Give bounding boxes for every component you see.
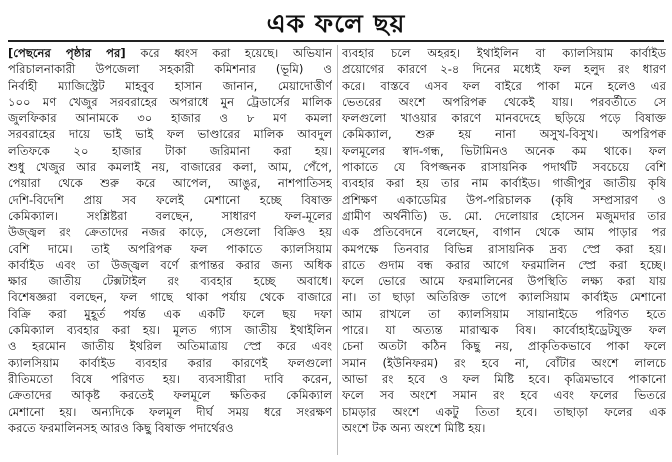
text-line-content: রীতিমতো বিষে পরিণত হয়। ব্যবসায়ীরা দাবি করেন,	[8, 371, 332, 386]
text-line-content: উজ্জ্বল রং ক্রেতাদের নজর কাড়ে, সেগুলো বিক্রিও হয়	[8, 225, 332, 240]
text-line	[342, 224, 666, 240]
text-line-content: পাকাতে যে বিপজ্জনক রাসায়নিক পদার্থটি সবচেয়ে বেশি	[342, 160, 666, 175]
text-line	[342, 338, 666, 354]
article-headline: এক ফলে ছয়	[266, 9, 406, 38]
text-line-content: চেনা অতটা কঠিন কিছু নয়, প্রাকৃতিকভাবে পাকা ফলে	[342, 339, 666, 354]
text-line-content: ক্যালসিয়াম কার্বাইড ব্যবহার করার কারণেই ফলগুলো	[8, 355, 332, 370]
text-line-content: ক্ষার জাতীয় টেক্সটাইল রং ব্যবহার হচ্ছে অবাধে।	[8, 274, 332, 289]
text-line	[8, 306, 332, 322]
text-line	[342, 257, 666, 273]
text-line	[342, 420, 666, 436]
text-line-content: এক প্রতিবেদনে বলেছেন, বাগান থেকে আম পাড়ার পর	[342, 225, 666, 240]
text-line	[8, 257, 332, 273]
text-line-content: লতিফকে ২০ হাজার টাকা জরিমানা করা হয়।	[8, 143, 332, 158]
text-line-content: আম রাখলে তা ক্যালসিয়াম সায়ানাইডে পরিণত হতে	[342, 306, 666, 321]
text-line-content: বিক্রি করা মুহূর্ত পর্যন্ত এক একটি ফলে ছয় দফা	[8, 306, 332, 321]
text-line	[342, 208, 666, 224]
text-line-content: আভা রং হবে ও ফল মিষ্টি হবে। কৃত্রিমভাবে পাকানো	[342, 371, 666, 386]
text-line	[342, 387, 666, 403]
text-line	[8, 159, 332, 175]
text-line-content: পেয়ারা থেকে শুরু করে আপেল, আঙুর, নাশপাতিসহ	[8, 176, 332, 191]
text-line	[8, 61, 332, 77]
text-line	[342, 126, 666, 142]
text-line-content: গ্রামীণ অর্থনীতি) ড. মো. দেলোয়ার হোসেন মজুমদার তার	[342, 208, 666, 223]
text-line	[342, 355, 666, 371]
text-line	[342, 192, 666, 208]
text-line-content: চামড়ার অংশে একটু তিতা হবে। তাছাড়া ফলের এক	[342, 404, 666, 419]
headline-rule	[8, 40, 664, 42]
text-line-content: ফলে সব অংশে সমান রং হবে এবং ফলের ভিতরে	[342, 388, 666, 403]
text-line-content: অংশে টক অন্য অংশে মিষ্টি হয়।	[342, 420, 486, 435]
text-line	[8, 322, 332, 338]
text-line	[8, 143, 332, 159]
text-line-content: রাতে গুদাম বন্ধ করার আগে ফরমালিন স্প্রে করা হচ্ছে।	[342, 257, 666, 272]
column-divider	[337, 45, 338, 455]
text-line	[8, 420, 332, 436]
text-line	[342, 159, 666, 175]
text-line	[8, 241, 332, 257]
text-line-content: ভেতরের অংশে অপরিপক্ব থেকেই যায়। পরবর্তীতে সে	[342, 94, 666, 109]
text-line	[8, 94, 332, 110]
text-line	[342, 371, 666, 387]
text-line-content: দেশি-বিদেশি প্রায় সব ফলেই মেশানো হচ্ছে বিষাক্ত	[8, 192, 332, 207]
text-line	[342, 61, 666, 77]
text-line	[8, 192, 332, 208]
text-line-content: কেমিক্যাল। সংশ্লিষ্টরা বলছেন, সাধারণ ফল-মূলের	[8, 208, 332, 223]
text-line	[342, 289, 666, 305]
text-line	[8, 110, 332, 126]
text-line	[342, 306, 666, 322]
text-line-content: শুধু খেজুর আর কমলাই নয়, বাজারের কলা, আম, পেঁপে,	[8, 160, 332, 175]
text-line	[342, 404, 666, 420]
text-line	[342, 175, 666, 191]
text-line	[342, 94, 666, 110]
text-line-content: ফলগুলো খাওয়ার কারণে মানবদেহে ছড়িয়ে পড়ে বিষাক্ত	[342, 111, 666, 126]
text-line-content: জুলফিকার আনামকে ৩০ হাজার ও ৮ মণ কমলা	[8, 111, 332, 126]
text-line-content: ১০০ মণ খেজুর সরবরাহের অপরাধে মুন ট্রেডার্সের মালিক	[8, 94, 332, 109]
text-line-content: প্রয়োগের কারণে ২-৪ দিনের মধ্যেই ফল হলুদ রং ধারণ	[342, 62, 666, 77]
text-line-content: মেশানো হয়। অন্যদিকে ফলমূল দীর্ঘ সময় ধরে সংরক্ষণ	[8, 404, 332, 419]
text-line	[8, 355, 332, 371]
text-line-content: ক্রেতাদের আকৃষ্ট করতেই ফলমূলে ক্ষতিকর কেমিক্যাল	[8, 388, 332, 403]
text-line-content: বেশি দামে। তাই অপরিপক্ব ফল পাকাতে ক্যালসিয়াম	[8, 241, 332, 256]
text-line-content: করে। বাস্তবে এসব ফল বাইরে পাকা মনে হলেও এর	[342, 78, 666, 93]
text-line	[8, 404, 332, 420]
text-line-content: নির্বাহী ম্যাজিস্ট্রেট মাহবুব হাসান জানান, মেয়াদোত্তীর্ণ	[8, 78, 332, 93]
text-line	[342, 273, 666, 289]
text-line-content: প্রশিক্ষণ একাডেমির উপ-পরিচালক (কৃষি সম্প্রসারণ ও	[342, 192, 666, 207]
text-line	[8, 289, 332, 305]
text-line-content: ও হরমোন জাতীয় ইথরিল অতিমাত্রায় স্প্রে করে এবং	[8, 339, 332, 354]
continued-kicker: [পেছনের পৃষ্ঠার পর]	[8, 46, 126, 60]
text-line-content: সরবরাহের দায়ে ভাই ভাই ফল ভাণ্ডারের মালিক আবদুল	[8, 127, 332, 142]
text-line-content: করে ধ্বংস করা হয়েছে। অভিযান	[140, 46, 332, 60]
text-line	[342, 143, 666, 159]
text-line	[8, 45, 332, 61]
text-line-content: পারে। যা অত্যন্ত মারাত্মক বিষ। কার্বোহাইড্রেটযুক্ত ফল	[342, 323, 666, 338]
text-line	[342, 78, 666, 94]
text-line-content: বিশেষজ্ঞরা বলছেন, ফল গাছে থাকা পর্যায় থেকে বাজারে	[8, 290, 332, 305]
text-line	[8, 175, 332, 191]
text-line-content: কেমিক্যাল ব্যবহার করা হয়। মূলত গ্যাস জাতীয় ইথাইলিন	[8, 323, 332, 338]
text-line	[8, 273, 332, 289]
text-line-content: সমান (ইউনিফরম) রং হবে না, বোঁটার অংশে লালচে	[342, 355, 666, 370]
text-line-content: কমপক্ষে তিনবার বিভিন্ন রাসায়নিক দ্রব্য স্প্রে করা হয়।	[342, 241, 666, 256]
text-line-content: কার্বাইড এবং তা উজ্জ্বল বর্ণে রূপান্তর করার জন্য অধিক	[8, 257, 332, 272]
headline-bar	[0, 0, 672, 42]
text-line-content: না। তা ছাড়া অতিরিক্ত তাপে ক্যালসিয়াম কার্বাইড মেশানো	[342, 290, 666, 305]
text-line-content: ফলে ভোরে আমে ফরমালিনের উপস্থিতি লক্ষ্য করা যায়	[342, 274, 666, 289]
text-line	[342, 45, 666, 61]
text-line	[8, 208, 332, 224]
text-line-content: পরিচালনাকারী উপজেলা সহকারী কমিশনার (ভূমি) ও	[8, 62, 332, 77]
text-line-content: ব্যবহার করা হয় তার নাম কার্বাইড। গাজীপুর জাতীয় কৃষি	[342, 176, 666, 191]
text-line	[8, 371, 332, 387]
text-line-content: ব্যবহার চলে অহরহ। ইথাইলিন বা ক্যালসিয়াম কার্বাইড	[342, 46, 666, 60]
text-line-content: করতে ফরমালিনসহ আরও কিছু বিষাক্ত পদার্থেরও	[8, 420, 234, 435]
text-line-content: কেমিক্যাল, শুরু হয় নানা অসুখ-বিসুখ। অপরিপক্ব	[342, 127, 666, 142]
text-line	[8, 224, 332, 240]
text-line	[342, 322, 666, 338]
article-column-right	[342, 45, 666, 457]
text-line	[8, 78, 332, 94]
text-line-content: ফলমূলের স্বাদ-গন্ধ, ভিটামিনও অনেক কম থাকে। ফল	[342, 143, 666, 158]
text-line	[342, 241, 666, 257]
text-line	[8, 126, 332, 142]
text-line	[342, 110, 666, 126]
text-line	[8, 338, 332, 354]
text-line	[8, 387, 332, 403]
article-column-left	[8, 45, 332, 457]
